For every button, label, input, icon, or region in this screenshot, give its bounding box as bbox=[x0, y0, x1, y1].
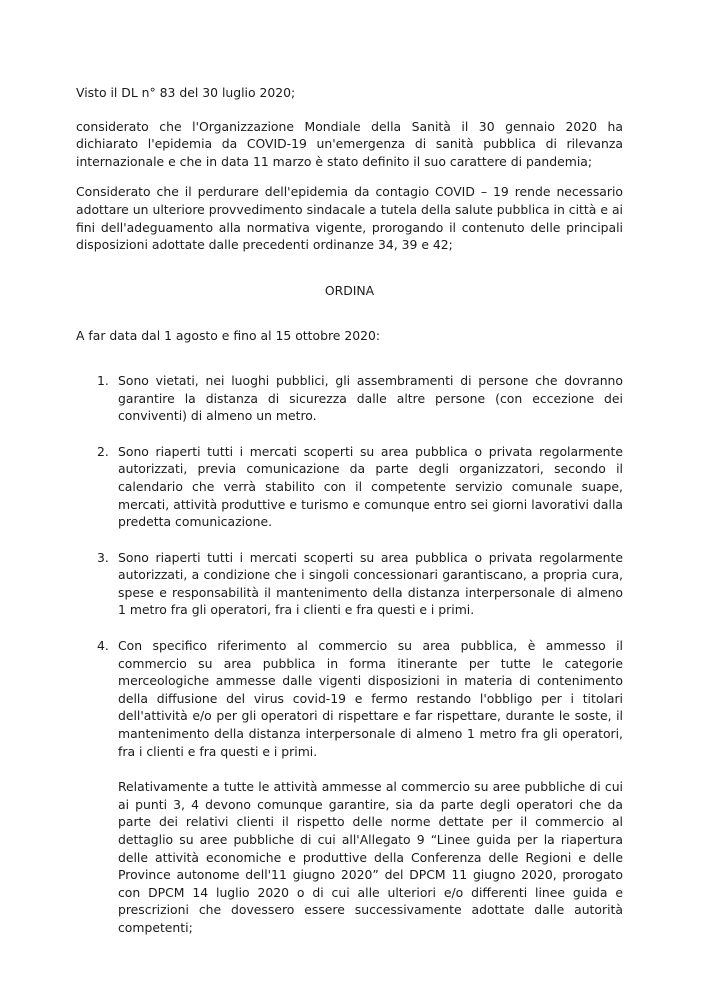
order-list bbox=[76, 372, 623, 760]
order-item-text: Sono riaperti tutti i mercati scoperti su area pubblica o privata regolarmente autorizzati, a condizione che i singoli concessionari garantiscano, a propria cura, spese e responsabilità il mantenimento della distanza interpersonale di almeno 1 metro fra gli operatori, fra i clienti e fra questi e i primi. bbox=[118, 549, 623, 618]
continuation-paragraph: Relativamente a tutte le attività ammesse al commercio su aree pubbliche di cui ai punti 3, 4 devono comunque garantire, sia da parte degli operatori che da parte dei relativi clienti il rispetto delle norme dettate per il commercio al dettaglio su aree pubbliche di cui all'Allegato 9 “Linee guida per la riapertura delle attività economiche e produttive della Conferenza delle Regioni e delle Province autonome dell'11 giugno 2020” del DPCM 11 giugno 2020, prorogato con DPCM 14 luglio 2020 o di cui alle ulteriori e/o differenti linee guida e prescrizioni che dovessero essere successivamente adottate dalle autorità competenti; bbox=[118, 779, 623, 935]
order-item-number: 3. bbox=[97, 549, 109, 565]
order-item-text: Sono riaperti tutti i mercati scoperti su area pubblica o privata regolarmente autorizzati, previa comunicazione da parte degli organizzatori, secondo il calendario che verrà stabilito con il competente servizio comunale suape, mercati, attività produttive e turismo e comunque entro sei giorni lavorativi dalla predetta comunicazione. bbox=[118, 443, 623, 530]
order-item-2 bbox=[76, 443, 623, 531]
ordina-heading: ORDINA bbox=[324, 282, 375, 298]
order-item-text: Sono vietati, nei luoghi pubblici, gli assembramenti di persone che dovranno garantire la distanza di sicurezza dalle altre persone (con eccezione dei conviventi) di almeno un metro. bbox=[118, 372, 623, 424]
preamble-visto: Visto il DL n° 83 del 30 luglio 2020; bbox=[76, 85, 296, 100]
order-item-3 bbox=[76, 549, 623, 619]
preamble-considerato-who: considerato che l'Organizzazione Mondiale della Sanità il 30 gennaio 2020 ha dichiarato l'epidemia da COVID-19 un'emergenza di sanità pubblica di rilevanza internazionale e che in data 11 marzo è stato definito il suo carattere di pandemia; bbox=[76, 118, 623, 169]
order-item-number: 1. bbox=[97, 372, 109, 388]
order-item-number: 2. bbox=[97, 443, 109, 459]
order-item-4 bbox=[76, 637, 623, 760]
order-intro: A far data dal 1 agosto e fino al 15 ottobre 2020: bbox=[76, 328, 381, 344]
document-page bbox=[76, 84, 623, 937]
order-item-number: 4. bbox=[97, 638, 109, 654]
order-item-text: Con specifico riferimento al commercio su area pubblica, è ammesso il commercio su area pubblica in forma itinerante per tutte le categorie merceologiche ammesse dalle vigenti disposizioni in materia di contenimento della diffusione del virus covid-19 e fermo restando l'obbligo per i titolari dell'attività e/o per gli operatori di rispettare e far rispettare, durante le soste, il mantenimento della distanza interpersonale di almeno 1 metro fra gli operatori, fra i clienti e fra questi e i primi. bbox=[118, 638, 623, 759]
order-item-1 bbox=[76, 372, 623, 425]
preamble-considerato-covid: Considerato che il perdurare dell'epidemia da contagio COVID – 19 rende necessario adottare un ulteriore provvedimento sindacale a tutela della salute pubblica in città e ai fini dell'adeguamento alla normativa vigente, prorogando il contenuto delle principali disposizioni adottate dalle precedenti ordinanze 34, 39 e 42; bbox=[76, 184, 623, 253]
